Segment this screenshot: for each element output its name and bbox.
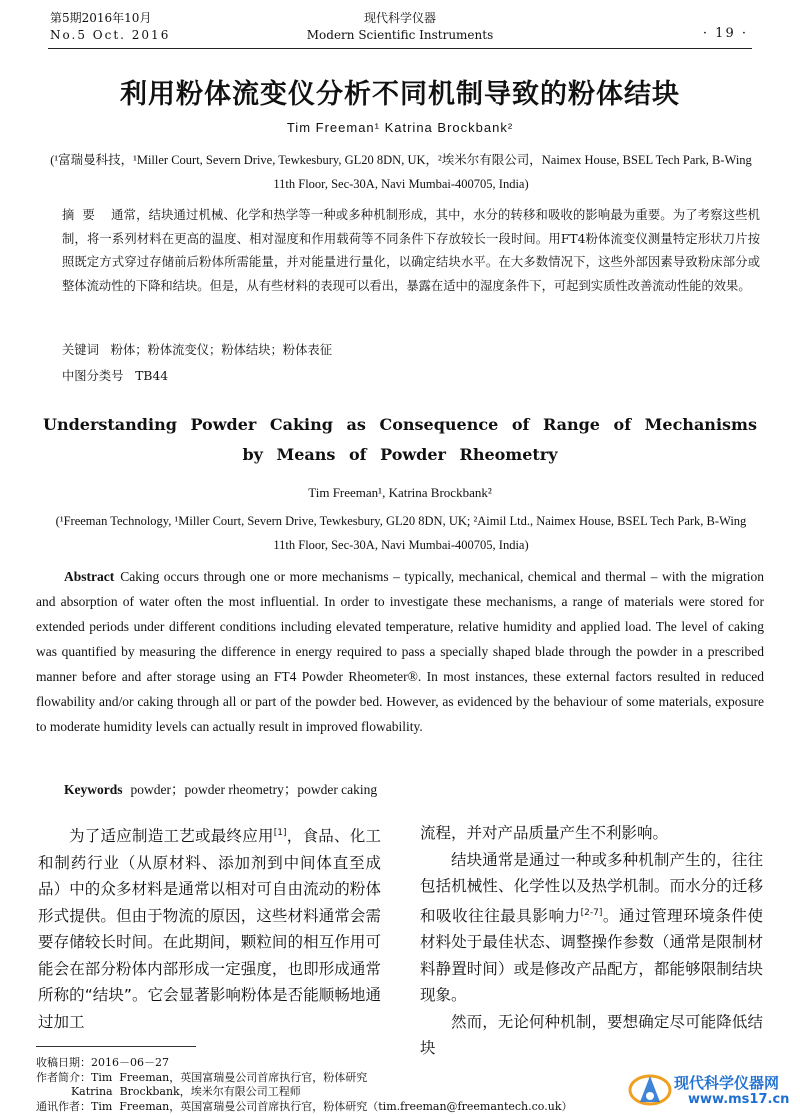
footnote-author-bio-2: Katrina Brockbank，埃米尔有限公司工程师: [36, 1085, 301, 1098]
body-text: 为了适应制造工艺或最终应用: [69, 827, 274, 846]
authors-cn: Tim Freeman¹ Katrina Brockbank²: [286, 120, 514, 135]
running-header-journal: [300, 10, 500, 44]
title-en: Understanding Powder Caking as Consequence of Range of Mechanisms by Means of Powder Rheometry: [43, 415, 757, 464]
page-number: · 19 ·: [702, 26, 748, 41]
footnote-corresponding: 通讯作者：Tim Freeman，英国富瑞曼公司首席执行官，粉体研究（tim.freeman@freemantech.co.uk）: [36, 1099, 573, 1113]
abstract-cn: [62, 204, 760, 298]
body-paragraph: [420, 847, 763, 1009]
body-text: 。通过管理环境条件使材料处于最佳状态、调整操作参数（通常是限制材料静置时间）或是修改产品配方，都能够限制结块现象。: [420, 906, 763, 1005]
keywords-cn-text: 粉体；粉体流变仪；粉体结块；粉体表征: [110, 343, 332, 357]
citation: [2-7]: [580, 907, 603, 918]
abstract-en-text: Caking occurs through one or more mechanisms – typically, mechanical, chemical and thermal – with the migration and absorption of water often the most influential. In order to investigate these mechanisms, a range of materials were stored for extended periods under different conditions including elevated temperature, relative humidity and applied load. The level of caking was quantified by measuring the difference in energy required to pass a specially shaped blade through the powder in a prescribed manner before and after storage using an FT4 Powder Rheometer®. In most instances, these external factors resulted in reduced flowability and/or caking through all or part of the powder bed. However, as evidenced by the behaviour of some materials, exposure to moderate humidity levels can actually result in improved flowability.: [36, 569, 764, 734]
body-paragraph: [38, 820, 381, 1035]
body-paragraph: 然而，无论何种机制，要想确定尽可能降低结块: [420, 1012, 763, 1058]
footnote-author-bio: 作者简介：Tim Freeman，英国富瑞曼公司首席执行官，粉体研究: [36, 1070, 368, 1084]
authors-en: Tim Freeman¹, Katrina Brockbank²: [308, 485, 492, 500]
abstract-en-label: Abstract: [64, 569, 115, 584]
title-cn: 利用粉体流变仪分析不同机制导致的粉体结块: [120, 79, 680, 110]
watermark-logo: [628, 1070, 788, 1110]
footnotes: [36, 1056, 572, 1114]
body-text: ，食品、化工和制药行业（从原材料、添加剂到中间体直至成品）中的众多材料是通常以相对可自由流动的粉体形式提供。但由于物流的原因，这些材料通常会需要存储较长时间。在此期间，颗粒间的相互作用可能会在部分粉体内部形成一定强度，也即形成通常所称的“结块”。它会显著影响粉体是否能顺畅地通过加工: [38, 827, 381, 1031]
issue-en: No.5 Oct. 2016: [50, 28, 171, 42]
body-paragraph: 流程，并对产品质量产生不利影响。: [420, 824, 669, 842]
body-column-left: [38, 820, 381, 1035]
footnote-rule: [36, 1046, 196, 1047]
citation: [1]: [273, 828, 287, 838]
watermark-url: www.ms17.cn: [688, 1092, 790, 1107]
journal-en: Modern Scientific Instruments: [306, 28, 494, 42]
affiliation-en: [38, 509, 764, 557]
body-column-right: [420, 820, 763, 1062]
watermark-text: 现代科学仪器网: [674, 1074, 780, 1092]
classification-code: TB44: [135, 369, 169, 383]
abstract-cn-label: 摘要: [62, 208, 103, 222]
keywords-en-label: Keywords: [64, 782, 123, 797]
abstract-en: [36, 564, 764, 739]
body-text: 结块通常是通过一种或多种机制产生的，往往包括机械性、化学性以及热学机制。而水分的迁移和吸收往往最具影响力: [420, 850, 763, 925]
issue-cn: 第5期2016年10月: [50, 11, 152, 25]
affiliation-cn-line2: 11th Floor, Sec-30A, Navi Mumbai-400705, India): [273, 177, 529, 191]
affiliation-cn: [38, 148, 764, 196]
affiliation-en-line1: (¹Freeman Technology, ¹Miller Court, Severn Drive, Tewkesbury, GL20 8DN, UK; ²Aimil Ltd., Naimex House, BSEL Tech Park, B-Wing: [55, 514, 747, 528]
classification-cn: [62, 366, 168, 384]
keywords-cn: [62, 340, 332, 358]
header-rule: [48, 48, 752, 49]
footnote-received: 收稿日期：2016－06－27: [36, 1056, 169, 1069]
abstract-cn-text: 通常，结块通过机械、化学和热学等一种或多种机制形成，其中，水分的转移和吸收的影响最为重要。为了考察这些机制，将一系列材料在更高的温度、相对湿度和作用载荷等不同条件下存放较长一段时间。用FT4粉体流变仪测量特定形状刀片按照既定方式穿过存储前后粉体所需能量，并对能量进行量化，以确定结块水平。在大多数情况下，这些外部因素导致粉床部分或整体流动性的下降和结块。但是，从有些材料的表现可以看出，暴露在适中的湿度条件下，可起到实质性改善流动性能的效果。: [62, 208, 760, 293]
keywords-en-text: powder；powder rheometry；powder caking: [130, 782, 378, 797]
affiliation-cn-line1: (¹富瑞曼科技，¹Miller Court, Severn Drive, Tewkesbury, GL20 8DN, UK，²埃米尔有限公司，Naimex House, BSEL Tech Park, B-Wing: [50, 153, 752, 167]
journal-cn: 现代科学仪器: [363, 11, 436, 25]
classification-label: 中图分类号: [62, 369, 124, 383]
logo-icon: [628, 1070, 674, 1110]
affiliation-en-line2: 11th Floor, Sec-30A, Navi Mumbai-400705, India): [273, 538, 529, 552]
keywords-en: [64, 778, 377, 798]
running-header-issue: [50, 10, 170, 44]
keywords-cn-label: 关键词: [62, 343, 99, 357]
